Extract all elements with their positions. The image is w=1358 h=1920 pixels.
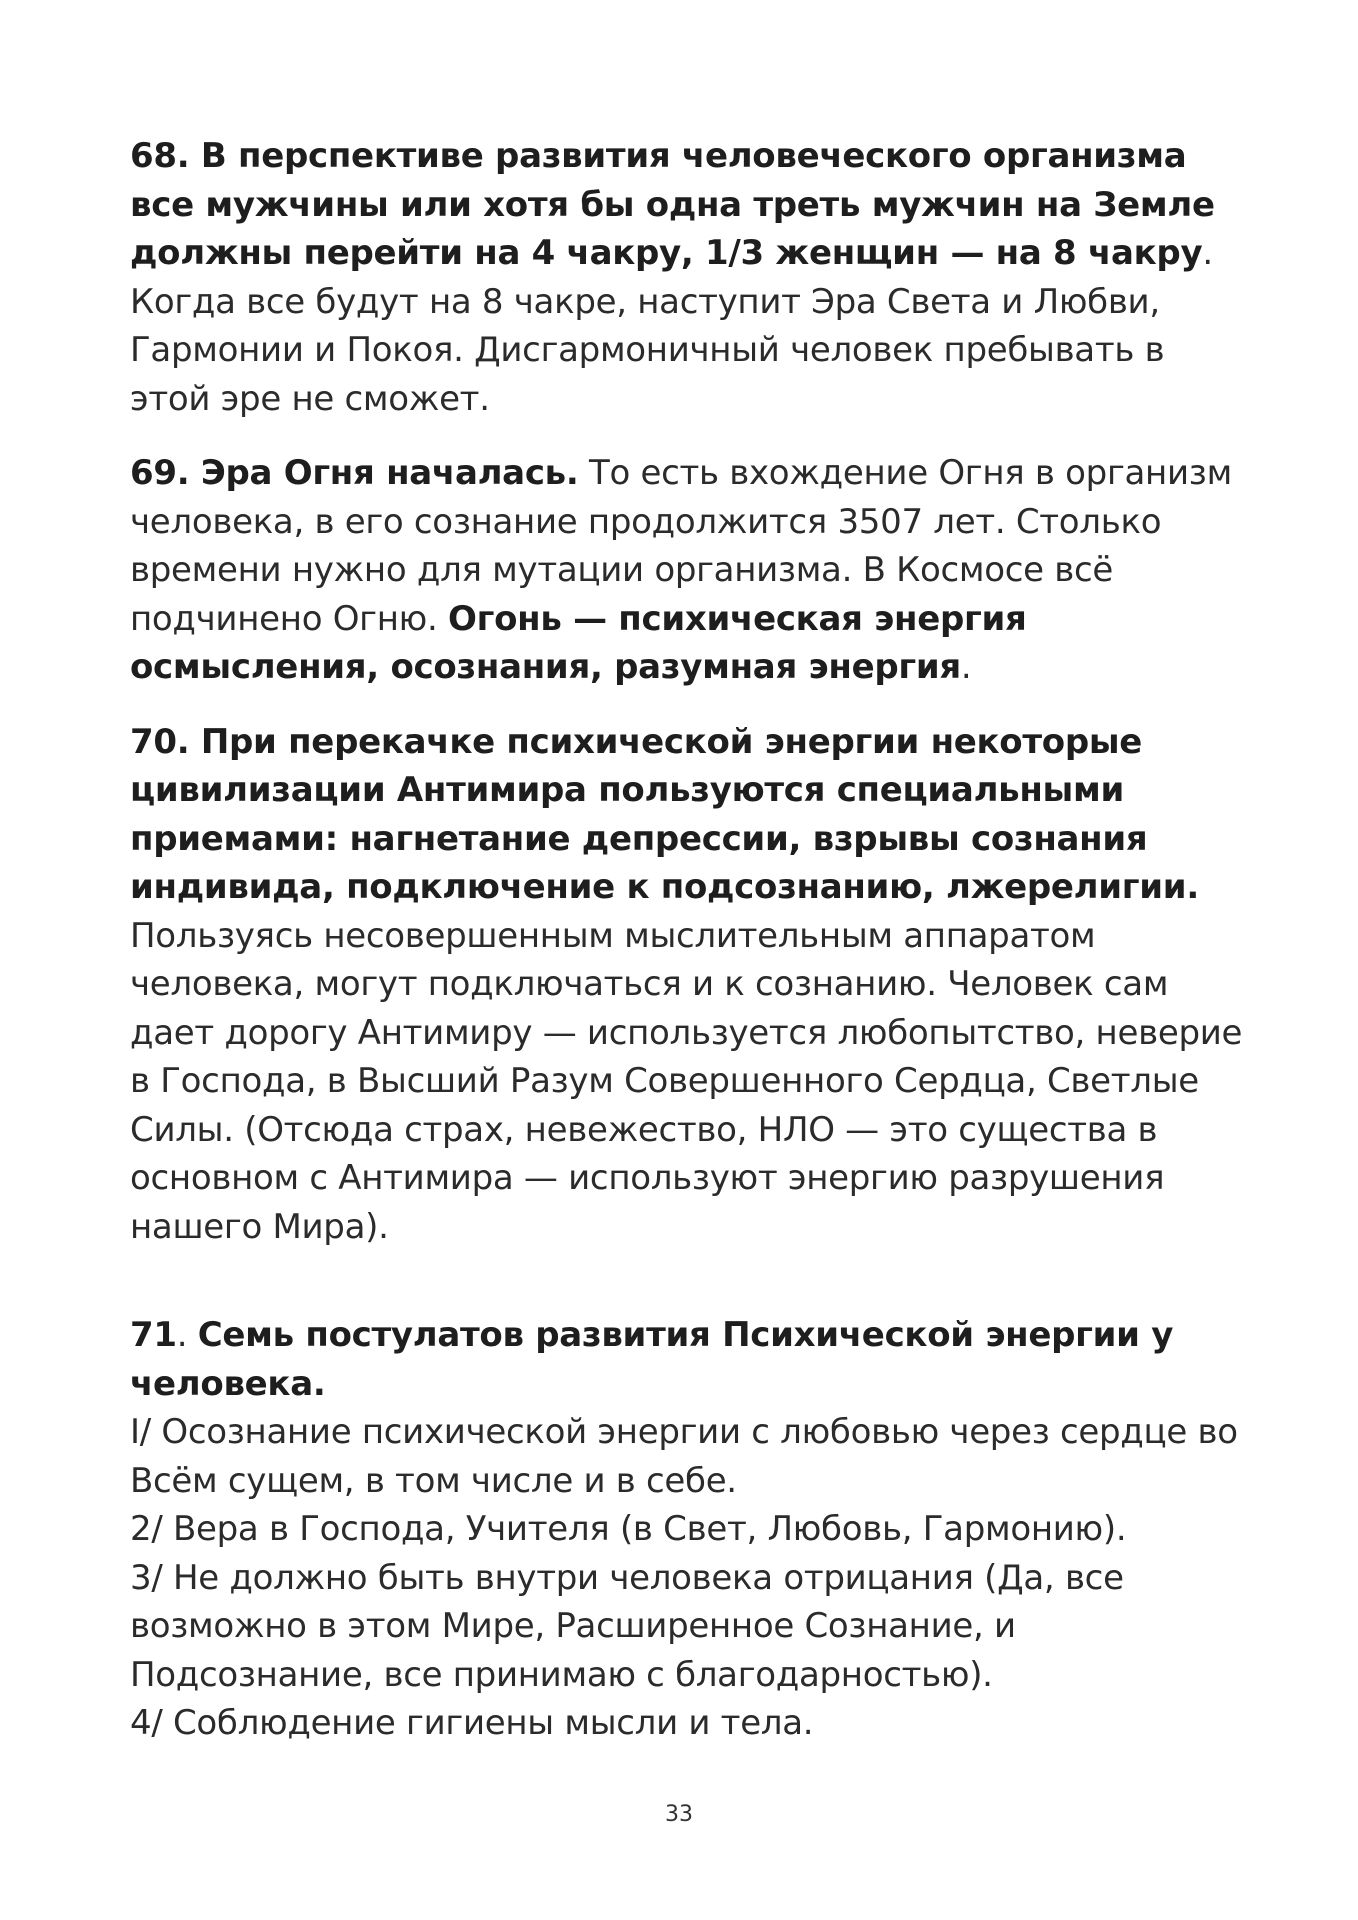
page-number: 33 <box>665 1802 693 1827</box>
postulate-item: 3/ Не должно быть внутри человека отрицания (Да, все возможно в этом Мире, Расширенное Сознание, и Подсознание, все принимаю с благодарностью). <box>130 1557 1124 1695</box>
paragraph-69 <box>130 449 1248 692</box>
paragraph-70 <box>130 718 1248 1252</box>
paragraph-70-bold: 70. При перекачке психической энергии некоторые цивилизации Антимира пользуются специальными приемами: нагнетание депрессии, взрывы сознания индивида, подключение к подсознанию, лжерелигии. <box>130 721 1199 907</box>
postulate-item: 2/ Вера в Господа, Учителя (в Свет, Любовь, Гармонию). <box>130 1509 1127 1549</box>
page-content <box>130 132 1248 1748</box>
paragraph-68-text: . Когда все будут на 8 чакре, наступит Эра Света и Любви, Гармонии и Покоя. Дисгармоничный человек пребывать в этой эре не сможет. <box>130 233 1213 419</box>
paragraph-71-number: 71 <box>130 1315 177 1355</box>
paragraph-68-bold: 68. В перспективе развития человеческого организма все мужчины или хотя бы одна треть мужчин на Земле должны перейти на 4 чакру, 1/3 женщин — на 8 чакру <box>130 136 1215 273</box>
paragraph-69-text: То есть вхождение Огня в организм человека, в его сознание продолжится 3507 лет. Столько времени нужно для мутации организма. В Космосе всё подчинено Огню. <box>130 453 1232 639</box>
paragraph-69-bold-heading: 69. Эра Огня началась. <box>130 453 579 493</box>
paragraph-70-text: Пользуясь несовершенным мыслительным аппаратом человека, могут подключаться и к сознанию. Человек сам дает дорогу Антимиру — используется любопытство, неверие в Господа, в Высший Разум Совершенного Сердца, Светлые Силы. (Отсюда страх, невежество, НЛО — это существа в основном с Антимира — используют энергию разрушения нашего Мира). <box>130 915 1243 1247</box>
paragraph-71-dot: . <box>176 1315 198 1355</box>
paragraph-71-title: Семь постулатов развития Психической энергии у человека. <box>130 1315 1174 1404</box>
paragraph-68 <box>130 132 1248 423</box>
paragraph-69-period: . <box>960 647 972 687</box>
postulate-item: I/ Осознание психической энергии с любовью через сердце во Всём сущем, в том числе и в себе. <box>130 1412 1238 1501</box>
postulate-item: 4/ Соблюдение гигиены мысли и тела. <box>130 1703 814 1743</box>
paragraph-69-bold-definition: Огонь — психическая энергия осмысления, осознания, разумная энергия <box>130 598 1027 687</box>
paragraph-71-heading <box>130 1311 1248 1408</box>
